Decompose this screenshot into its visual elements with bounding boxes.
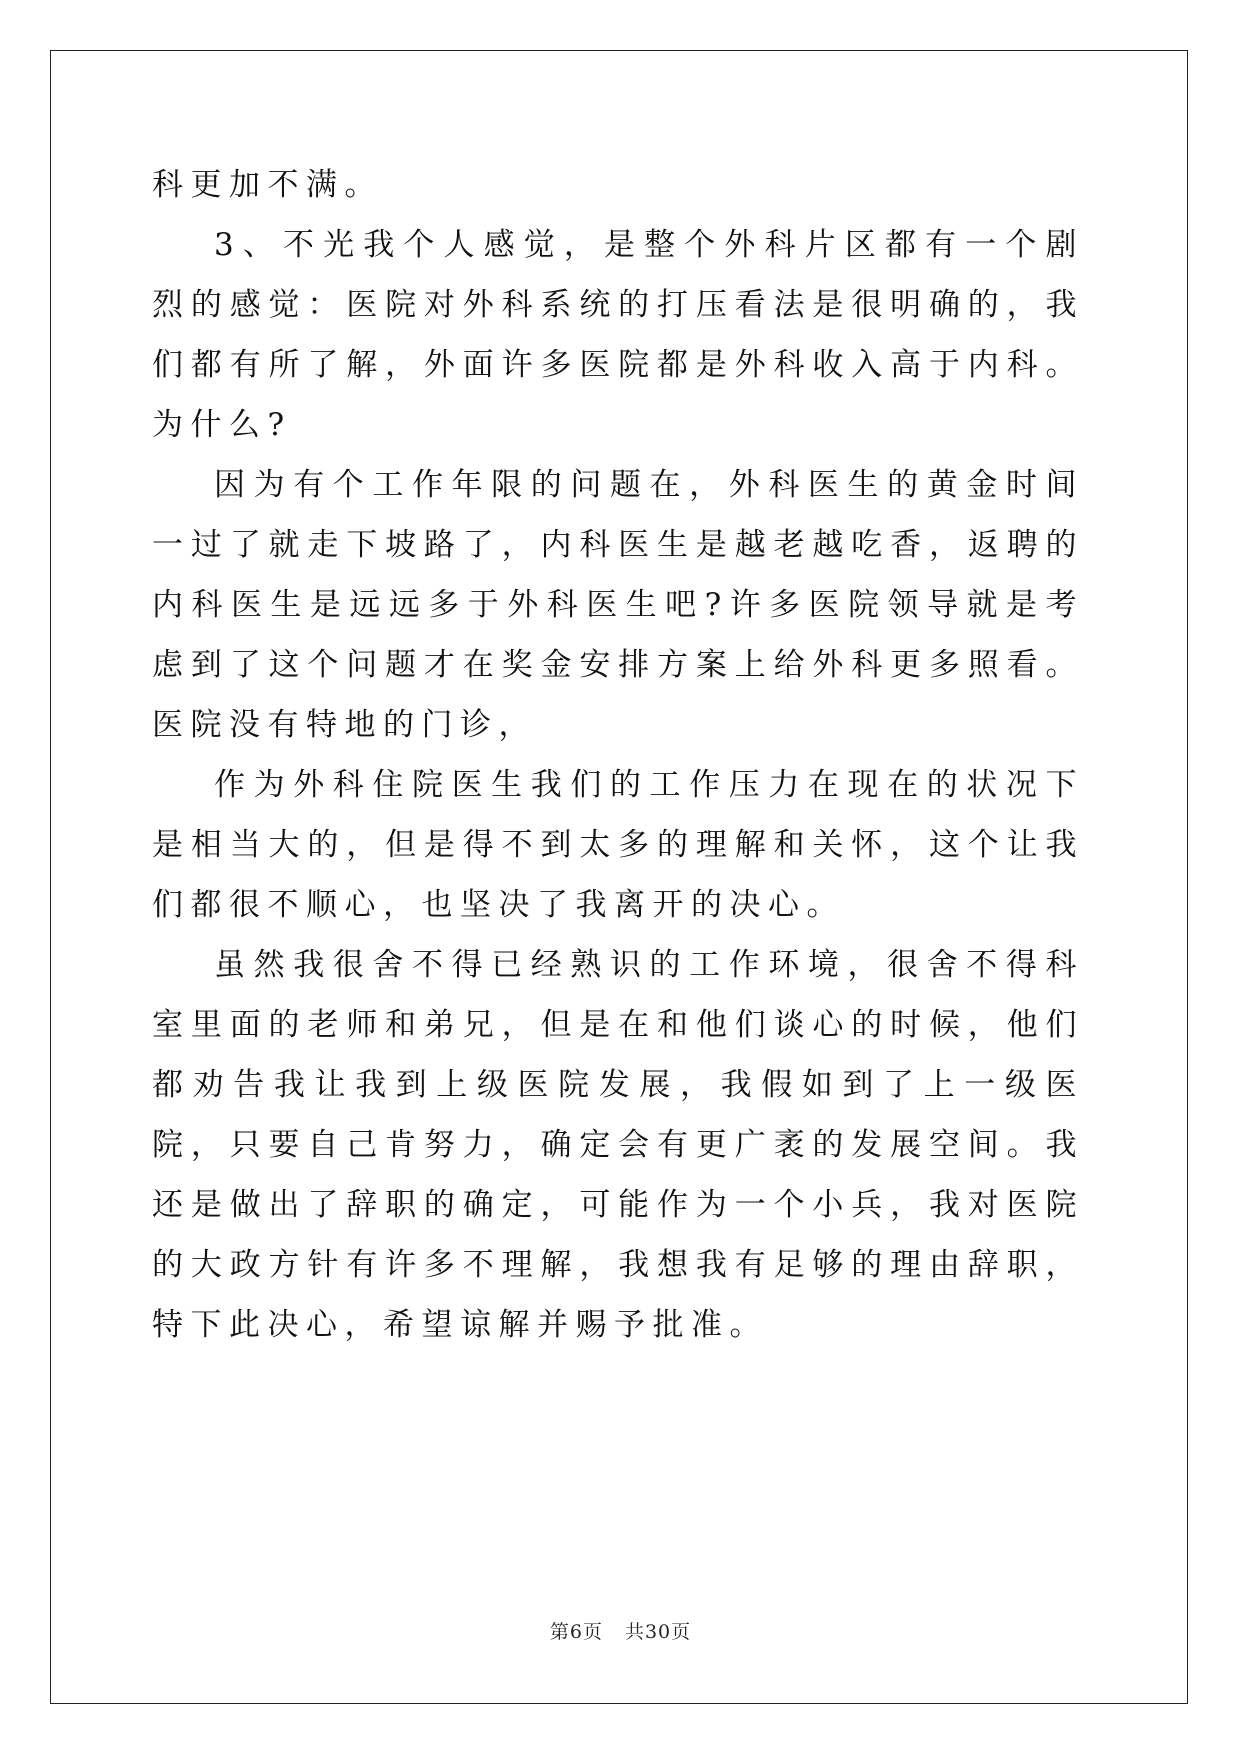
page-footer — [0, 1617, 1241, 1644]
paragraph-resignation-decision: 虽然我很舍不得已经熟识的工作环境，很舍不得科室里面的老师和弟兄，但是在和他们谈心的时候，他们都劝告我让我到上级医院发展，我假如到了上一级医院，只要自己肯努力，确定会有更广袤的发展空间。我还是做出了辞职的确定，可能作为一个小兵，我对医院的大政方针有许多不理解，我想我有足够的理由辞职，特下此决心，希望谅解并赐予批准。 — [152, 947, 1084, 1343]
paragraph-point-3: 3、不光我个人感觉，是整个外科片区都有一个剧烈的感觉：医院对外科系统的打压看法是很明确的，我们都有所了解，外面许多医院都是外科收入高于内科。为什么? — [152, 227, 1084, 443]
page-total: 共30页 — [624, 1621, 692, 1643]
document-body — [152, 155, 1084, 1355]
paragraph-work-pressure: 作为外科住院医生我们的工作压力在现在的状况下是相当大的，但是得不到太多的理解和关怀，这个让我们都很不顺心，也坚决了我离开的决心。 — [152, 767, 1084, 923]
page-number: 第6页 — [549, 1621, 603, 1643]
paragraph-continuation: 科更加不满。 — [152, 167, 383, 203]
paragraph-work-years: 因为有个工作年限的问题在，外科医生的黄金时间一过了就走下坡路了，内科医生是越老越吃香，返聘的内科医生是远远多于外科医生吧?许多医院领导就是考虑到了这个问题才在奖金安排方案上给外科更多照看。医院没有特地的门诊， — [152, 467, 1084, 743]
